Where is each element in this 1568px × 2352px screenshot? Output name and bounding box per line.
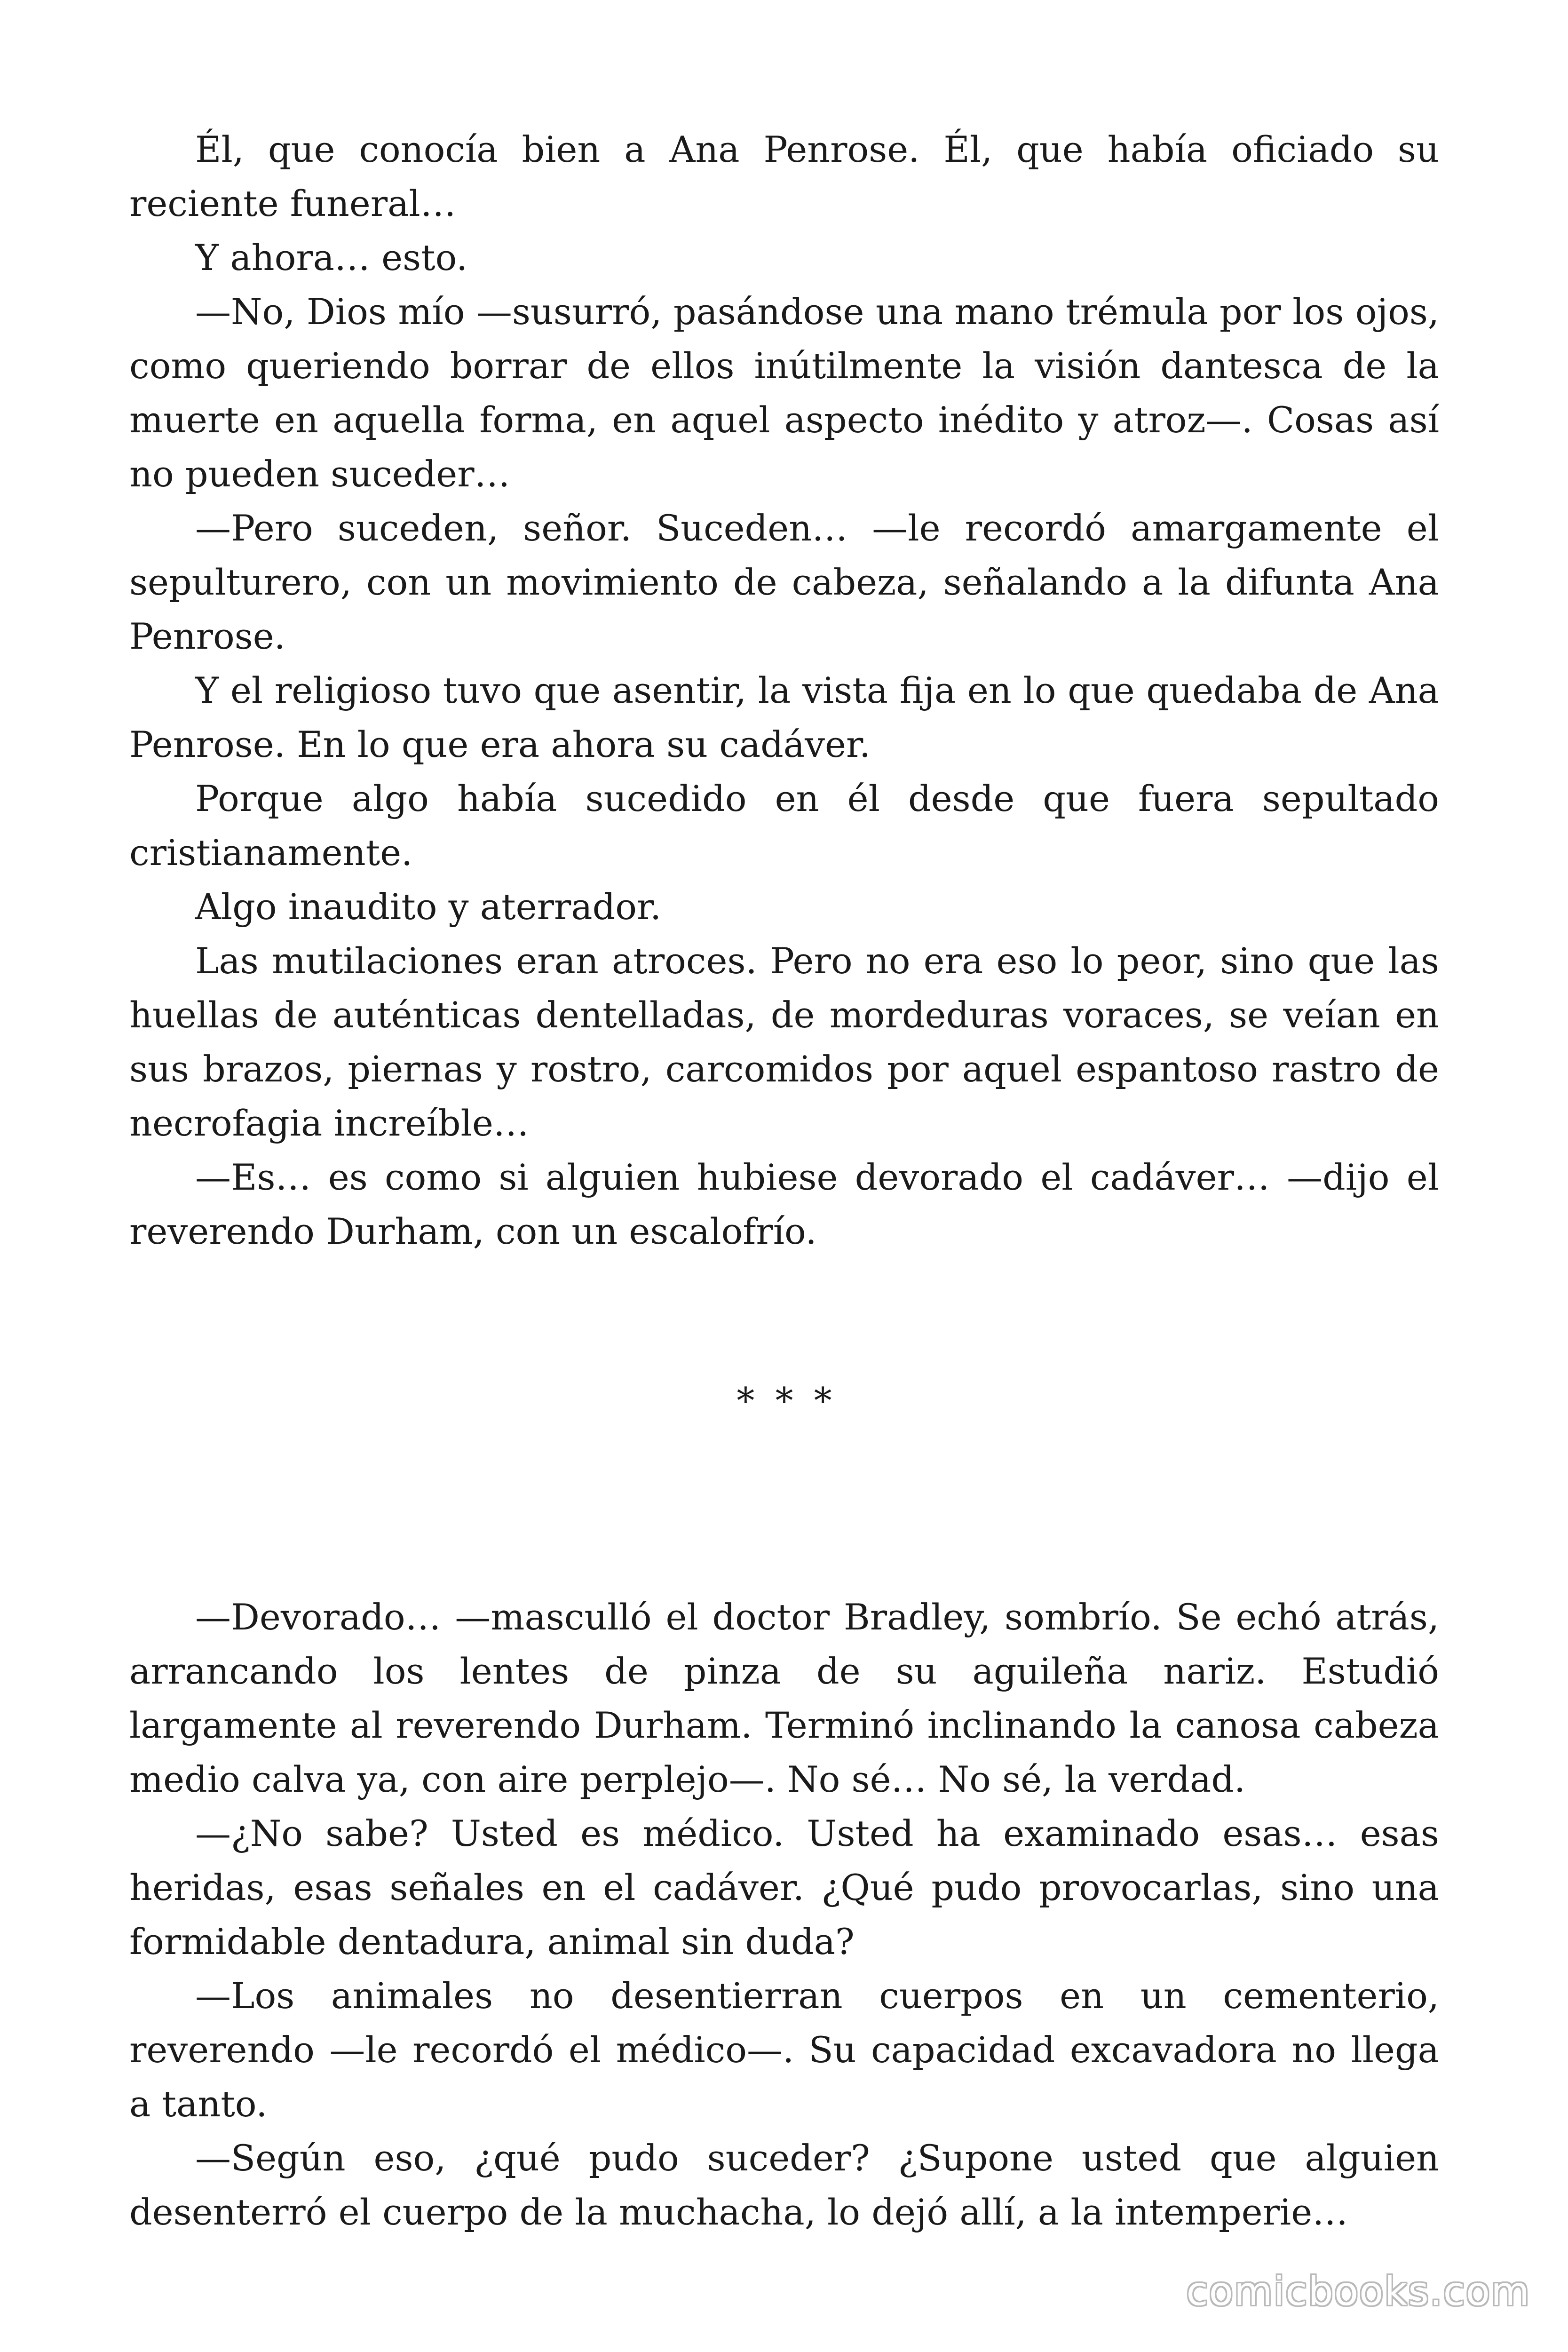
- watermark: comicbooks.com: [1186, 2268, 1530, 2314]
- section-2: [129, 1590, 1439, 2239]
- section-1: [129, 122, 1439, 1258]
- paragraph: Las mutilaciones eran atroces. Pero no era eso lo peor, sino que las huellas de auténticas dentelladas, de mordeduras voraces, se veían en sus brazos, piernas y rostro, carcomidos por aquel espantoso rastro de necrofagia increíble…: [129, 940, 1439, 1144]
- paragraph: Algo inaudito y aterrador.: [195, 886, 662, 928]
- page-body: [129, 122, 1439, 2239]
- scene-separator: * * *: [736, 1380, 832, 1422]
- paragraph: Y el religioso tuvo que asentir, la vista fija en lo que quedaba de Ana Penrose. En lo que era ahora su cadáver.: [129, 669, 1439, 765]
- section-break: [129, 1258, 1439, 1590]
- paragraph: —Es… es como si alguien hubiese devorado el cadáver… —dijo el reverendo Durham, con un escalofrío.: [129, 1156, 1439, 1252]
- paragraph: —¿No sabe? Usted es médico. Usted ha examinado esas… esas heridas, esas señales en el cadáver. ¿Qué pudo provocarlas, sino una formidable dentadura, animal sin duda?: [129, 1812, 1439, 1963]
- paragraph: Él, que conocía bien a Ana Penrose. Él, que había oficiado su reciente funeral…: [129, 128, 1439, 224]
- paragraph: Y ahora… esto.: [195, 237, 468, 278]
- paragraph: —Pero suceden, señor. Suceden… —le recordó amargamente el sepulturero, con un movimiento de cabeza, señalando a la difunta Ana Penrose.: [129, 507, 1439, 657]
- paragraph: Porque algo había sucedido en él desde que fuera sepultado cristianamente.: [129, 778, 1439, 874]
- paragraph: —Según eso, ¿qué pudo suceder? ¿Supone usted que alguien desenterró el cuerpo de la muchacha, lo dejó allí, a la intemperie…: [129, 2137, 1439, 2233]
- paragraph: —Devorado… —masculló el doctor Bradley, sombrío. Se echó atrás, arrancando los lentes de pinza de su aguileña nariz. Estudió largamente al reverendo Durham. Terminó inclinando la canosa cabeza medio calva ya, con aire perplejo—. No sé… No sé, la verdad.: [129, 1596, 1439, 1800]
- paragraph: —Los animales no desentierran cuerpos en un cementerio, reverendo —le recordó el médico—. Su capacidad excavadora no llega a tanto.: [129, 1975, 1439, 2125]
- paragraph: —No, Dios mío —susurró, pasándose una mano trémula por los ojos, como queriendo borrar de ellos inútilmente la visión dantesca de la muerte en aquella forma, en aquel aspecto inédito y atroz—. Cosas así no pueden suceder…: [129, 291, 1439, 495]
